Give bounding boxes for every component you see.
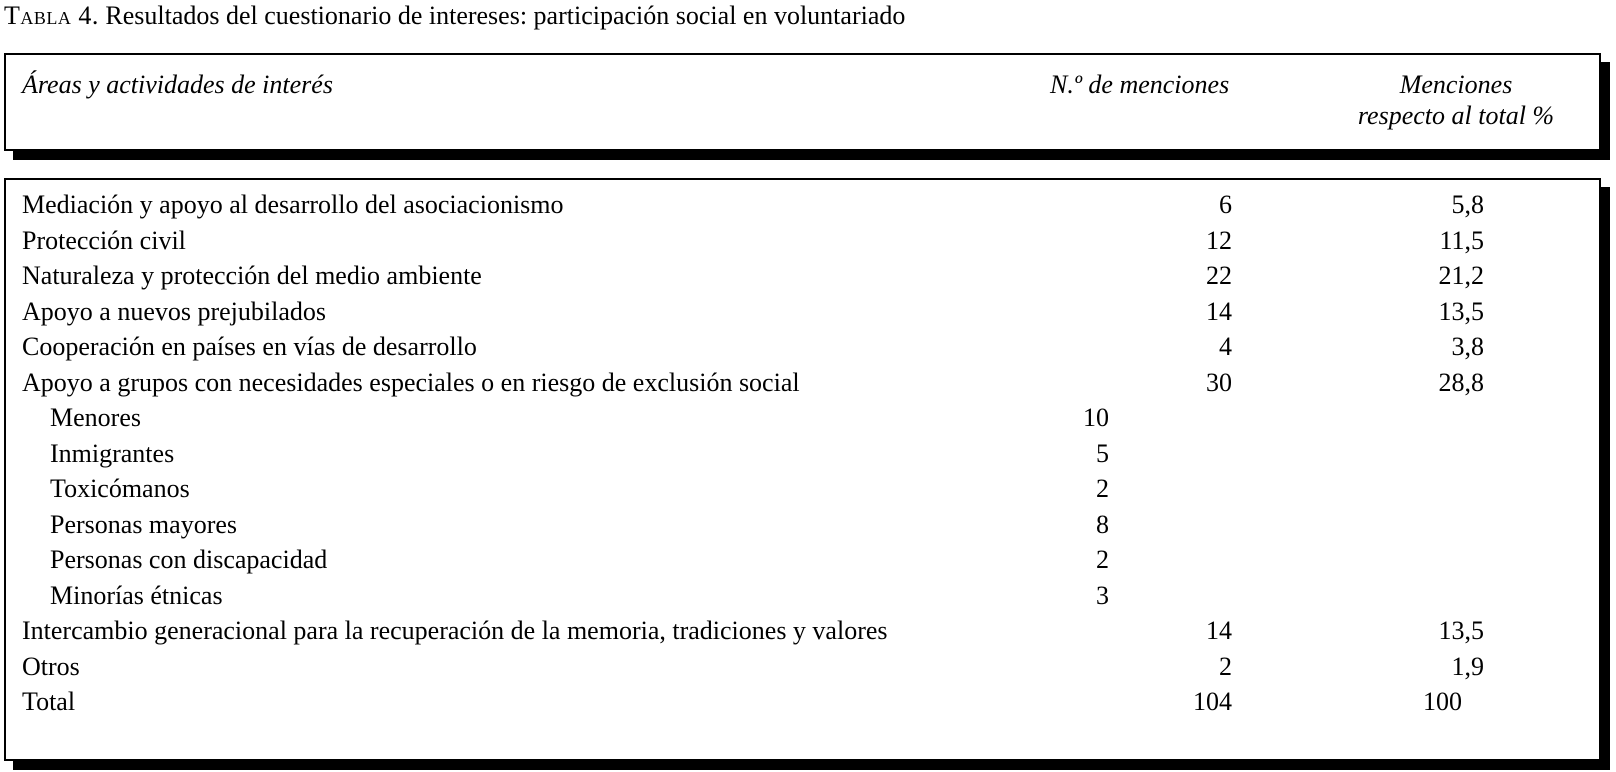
table-row xyxy=(6,578,1599,614)
row-label: Apoyo a grupos con necesidades especiales o en riesgo de exclusión social xyxy=(22,367,800,397)
table-body xyxy=(4,178,1601,761)
row-percent: 100 xyxy=(1423,687,1462,716)
table-row xyxy=(6,400,1599,436)
table-row xyxy=(6,187,1599,223)
row-label: Personas mayores xyxy=(50,509,238,539)
row-count: 14 xyxy=(1206,296,1232,326)
row-label: Total xyxy=(22,687,76,716)
table-row xyxy=(6,294,1599,330)
row-percent: 13,5 xyxy=(1438,296,1484,326)
row-percent: 13,5 xyxy=(1438,616,1484,645)
row-label: Toxicómanos xyxy=(50,474,190,503)
header-percent xyxy=(1326,69,1586,131)
row-subcount: 5 xyxy=(1096,438,1109,468)
row-label: Minorías étnicas xyxy=(50,580,223,610)
row-count: 6 xyxy=(1219,190,1232,219)
row-percent: 11,5 xyxy=(1439,225,1484,255)
table-row xyxy=(6,542,1599,578)
row-label: Inmigrantes xyxy=(50,438,175,468)
row-count: 2 xyxy=(1219,651,1232,681)
header-percent-line1: Menciones xyxy=(1399,70,1513,99)
table-row xyxy=(6,613,1599,649)
row-count: 22 xyxy=(1206,261,1232,290)
row-percent: 1,9 xyxy=(1451,651,1484,681)
row-label: Otros xyxy=(22,651,80,681)
table-row xyxy=(6,507,1599,543)
row-count: 104 xyxy=(1193,687,1232,716)
row-label: Cooperación en países en vías de desarrollo xyxy=(22,332,477,361)
row-count: 4 xyxy=(1219,332,1232,361)
row-label: Apoyo a nuevos prejubilados xyxy=(22,296,327,326)
table-row xyxy=(6,223,1599,259)
table-caption-text: Resultados del cuestionario de intereses: participación social en voluntariado xyxy=(105,1,906,30)
row-label: Intercambio generacional para la recuperación de la memoria, tradiciones y valores xyxy=(22,616,888,645)
table-row xyxy=(6,258,1599,294)
table-row xyxy=(6,365,1599,401)
row-label: Protección civil xyxy=(22,225,186,255)
row-label: Menores xyxy=(50,403,141,432)
header-area: Áreas y actividades de interés xyxy=(22,70,333,99)
row-label: Mediación y apoyo al desarrollo del asociacionismo xyxy=(22,190,564,219)
table-caption-label: Tabla 4. xyxy=(4,1,99,30)
table-row xyxy=(6,329,1599,365)
row-percent: 3,8 xyxy=(1451,332,1484,361)
row-count: 14 xyxy=(1206,616,1232,645)
table-row-total xyxy=(6,684,1599,720)
table-row xyxy=(6,471,1599,507)
table-row xyxy=(6,436,1599,472)
row-percent: 28,8 xyxy=(1438,367,1484,397)
table-row xyxy=(6,649,1599,685)
table-caption xyxy=(4,1,905,31)
row-subcount: 8 xyxy=(1096,509,1109,539)
header-count: N.º de menciones xyxy=(1050,70,1230,99)
row-count: 12 xyxy=(1206,225,1232,255)
row-subcount: 2 xyxy=(1096,545,1109,574)
row-label: Naturaleza y protección del medio ambiente xyxy=(22,261,482,290)
table-header xyxy=(4,53,1601,151)
row-subcount: 2 xyxy=(1096,474,1109,503)
header-percent-line2: respecto al total % xyxy=(1357,101,1555,130)
row-count: 30 xyxy=(1206,367,1232,397)
row-percent: 5,8 xyxy=(1451,190,1484,219)
row-percent: 21,2 xyxy=(1438,261,1484,290)
row-label: Personas con discapacidad xyxy=(50,545,328,574)
row-subcount: 10 xyxy=(1083,403,1109,432)
row-subcount: 3 xyxy=(1096,580,1109,610)
